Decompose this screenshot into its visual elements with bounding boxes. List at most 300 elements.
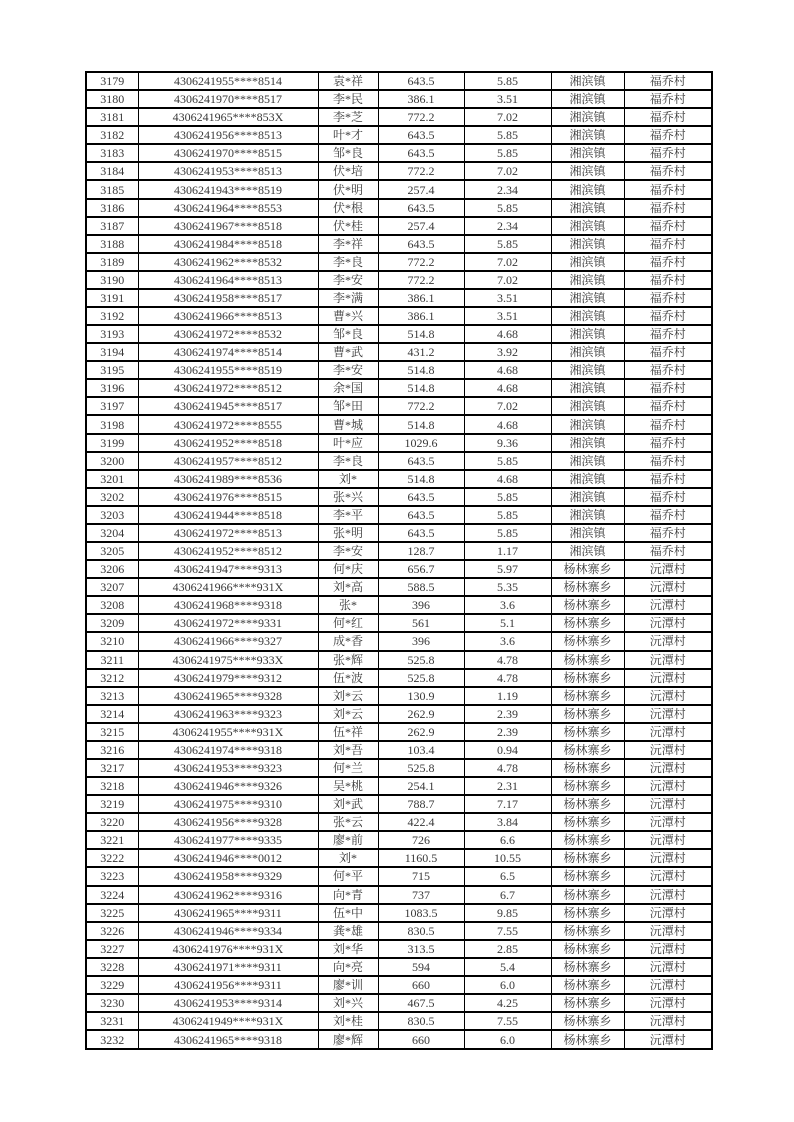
village-cell: 沅潭村 <box>624 813 712 831</box>
name-masked-cell: 刘*云 <box>318 687 378 705</box>
table-row <box>86 759 712 777</box>
amount-cell: 525.8 <box>378 759 464 777</box>
amount-cell: 772.2 <box>378 162 464 180</box>
town-cell: 湘滨镇 <box>551 271 624 289</box>
village-cell: 福乔村 <box>624 162 712 180</box>
amount-secondary-cell: 4.68 <box>464 325 551 343</box>
table-row <box>86 144 712 162</box>
table-row <box>86 813 712 831</box>
amount-secondary-cell: 3.51 <box>464 289 551 307</box>
name-masked-cell: 袁*祥 <box>318 72 378 90</box>
id-number-masked-cell: 4306241984****8518 <box>138 235 318 253</box>
village-cell: 福乔村 <box>624 524 712 542</box>
amount-cell: 262.9 <box>378 705 464 723</box>
town-cell: 湘滨镇 <box>551 126 624 144</box>
name-masked-cell: 向*青 <box>318 886 378 904</box>
amount-secondary-cell: 2.31 <box>464 777 551 795</box>
amount-cell: 514.8 <box>378 415 464 433</box>
id-number-masked-cell: 4306241953****8513 <box>138 162 318 180</box>
name-masked-cell: 刘*高 <box>318 578 378 596</box>
amount-secondary-cell: 9.85 <box>464 904 551 922</box>
town-cell: 杨林寨乡 <box>551 596 624 614</box>
amount-cell: 588.5 <box>378 578 464 596</box>
id-number-masked-cell: 4306241955****8519 <box>138 361 318 379</box>
table-row <box>86 415 712 433</box>
amount-secondary-cell: 5.85 <box>464 524 551 542</box>
village-cell: 沅潭村 <box>624 940 712 958</box>
table-row <box>86 958 712 976</box>
id-number-masked-cell: 4306241952****8512 <box>138 542 318 560</box>
serial-number-cell: 3203 <box>86 506 138 524</box>
name-masked-cell: 刘*兴 <box>318 994 378 1012</box>
serial-number-cell: 3191 <box>86 289 138 307</box>
name-masked-cell: 李*良 <box>318 452 378 470</box>
id-number-masked-cell: 4306241965****9328 <box>138 687 318 705</box>
serial-number-cell: 3218 <box>86 777 138 795</box>
serial-number-cell: 3225 <box>86 904 138 922</box>
amount-cell: 313.5 <box>378 940 464 958</box>
name-masked-cell: 张*辉 <box>318 651 378 669</box>
serial-number-cell: 3182 <box>86 126 138 144</box>
name-masked-cell: 李*安 <box>318 271 378 289</box>
table-row <box>86 199 712 217</box>
amount-cell: 431.2 <box>378 343 464 361</box>
town-cell: 湘滨镇 <box>551 506 624 524</box>
name-masked-cell: 刘* <box>318 470 378 488</box>
serial-number-cell: 3194 <box>86 343 138 361</box>
amount-cell: 726 <box>378 831 464 849</box>
amount-cell: 514.8 <box>378 325 464 343</box>
id-number-masked-cell: 4306241964****8513 <box>138 271 318 289</box>
table-row <box>86 235 712 253</box>
table-row <box>86 542 712 560</box>
village-cell: 福乔村 <box>624 470 712 488</box>
village-cell: 福乔村 <box>624 235 712 253</box>
name-masked-cell: 伍*祥 <box>318 723 378 741</box>
serial-number-cell: 3227 <box>86 940 138 958</box>
amount-secondary-cell: 3.51 <box>464 307 551 325</box>
table-row <box>86 325 712 343</box>
village-cell: 福乔村 <box>624 415 712 433</box>
serial-number-cell: 3231 <box>86 1012 138 1030</box>
name-masked-cell: 李*安 <box>318 542 378 560</box>
amount-secondary-cell: 4.78 <box>464 651 551 669</box>
village-cell: 福乔村 <box>624 434 712 452</box>
name-masked-cell: 余*国 <box>318 379 378 397</box>
name-masked-cell: 何*兰 <box>318 759 378 777</box>
id-number-masked-cell: 4306241947****9313 <box>138 560 318 578</box>
serial-number-cell: 3185 <box>86 180 138 198</box>
amount-secondary-cell: 5.85 <box>464 72 551 90</box>
id-number-masked-cell: 4306241955****8514 <box>138 72 318 90</box>
village-cell: 福乔村 <box>624 397 712 415</box>
amount-cell: 660 <box>378 976 464 994</box>
town-cell: 湘滨镇 <box>551 108 624 126</box>
amount-cell: 103.4 <box>378 741 464 759</box>
town-cell: 湘滨镇 <box>551 307 624 325</box>
name-masked-cell: 何*红 <box>318 614 378 632</box>
village-cell: 沅潭村 <box>624 904 712 922</box>
town-cell: 杨林寨乡 <box>551 777 624 795</box>
town-cell: 杨林寨乡 <box>551 705 624 723</box>
name-masked-cell: 刘*华 <box>318 940 378 958</box>
town-cell: 湘滨镇 <box>551 343 624 361</box>
serial-number-cell: 3216 <box>86 741 138 759</box>
serial-number-cell: 3200 <box>86 452 138 470</box>
village-cell: 沅潭村 <box>624 596 712 614</box>
serial-number-cell: 3184 <box>86 162 138 180</box>
village-cell: 沅潭村 <box>624 777 712 795</box>
id-number-masked-cell: 4306241989****8536 <box>138 470 318 488</box>
id-number-masked-cell: 4306241972****9331 <box>138 614 318 632</box>
town-cell: 杨林寨乡 <box>551 614 624 632</box>
town-cell: 杨林寨乡 <box>551 1012 624 1030</box>
amount-cell: 772.2 <box>378 271 464 289</box>
id-number-masked-cell: 4306241979****9312 <box>138 669 318 687</box>
town-cell: 杨林寨乡 <box>551 723 624 741</box>
id-number-masked-cell: 4306241945****8517 <box>138 397 318 415</box>
amount-cell: 130.9 <box>378 687 464 705</box>
table-row <box>86 560 712 578</box>
table-row <box>86 831 712 849</box>
table-row <box>86 687 712 705</box>
subsidy-table <box>85 71 713 1050</box>
village-cell: 沅潭村 <box>624 687 712 705</box>
id-number-masked-cell: 4306241967****8518 <box>138 217 318 235</box>
serial-number-cell: 3215 <box>86 723 138 741</box>
village-cell: 福乔村 <box>624 199 712 217</box>
name-masked-cell: 刘*云 <box>318 705 378 723</box>
village-cell: 沅潭村 <box>624 759 712 777</box>
town-cell: 湘滨镇 <box>551 144 624 162</box>
village-cell: 福乔村 <box>624 307 712 325</box>
village-cell: 福乔村 <box>624 452 712 470</box>
amount-secondary-cell: 7.02 <box>464 162 551 180</box>
table-row <box>86 904 712 922</box>
serial-number-cell: 3190 <box>86 271 138 289</box>
serial-number-cell: 3193 <box>86 325 138 343</box>
amount-cell: 643.5 <box>378 72 464 90</box>
town-cell: 湘滨镇 <box>551 217 624 235</box>
amount-secondary-cell: 2.34 <box>464 180 551 198</box>
village-cell: 福乔村 <box>624 379 712 397</box>
town-cell: 杨林寨乡 <box>551 741 624 759</box>
amount-cell: 386.1 <box>378 307 464 325</box>
id-number-masked-cell: 4306241968****9318 <box>138 596 318 614</box>
amount-secondary-cell: 7.17 <box>464 795 551 813</box>
table-row <box>86 90 712 108</box>
table-row <box>86 397 712 415</box>
name-masked-cell: 伏*培 <box>318 162 378 180</box>
table-row <box>86 361 712 379</box>
table-row <box>86 723 712 741</box>
id-number-masked-cell: 4306241943****8519 <box>138 180 318 198</box>
id-number-masked-cell: 4306241953****9323 <box>138 759 318 777</box>
village-cell: 福乔村 <box>624 542 712 560</box>
amount-cell: 772.2 <box>378 108 464 126</box>
amount-secondary-cell: 7.55 <box>464 1012 551 1030</box>
serial-number-cell: 3221 <box>86 831 138 849</box>
town-cell: 湘滨镇 <box>551 542 624 560</box>
village-cell: 沅潭村 <box>624 669 712 687</box>
amount-cell: 467.5 <box>378 994 464 1012</box>
serial-number-cell: 3198 <box>86 415 138 433</box>
serial-number-cell: 3204 <box>86 524 138 542</box>
amount-secondary-cell: 1.17 <box>464 542 551 560</box>
village-cell: 沅潭村 <box>624 705 712 723</box>
amount-cell: 257.4 <box>378 180 464 198</box>
town-cell: 杨林寨乡 <box>551 976 624 994</box>
village-cell: 沅潭村 <box>624 994 712 1012</box>
table-row <box>86 470 712 488</box>
amount-cell: 643.5 <box>378 488 464 506</box>
name-masked-cell: 叶*才 <box>318 126 378 144</box>
town-cell: 杨林寨乡 <box>551 578 624 596</box>
name-masked-cell: 伏*明 <box>318 180 378 198</box>
amount-cell: 525.8 <box>378 651 464 669</box>
id-number-masked-cell: 4306241966****931X <box>138 578 318 596</box>
amount-secondary-cell: 6.5 <box>464 867 551 885</box>
village-cell: 福乔村 <box>624 325 712 343</box>
table-row <box>86 849 712 867</box>
serial-number-cell: 3181 <box>86 108 138 126</box>
village-cell: 沅潭村 <box>624 795 712 813</box>
amount-cell: 788.7 <box>378 795 464 813</box>
serial-number-cell: 3201 <box>86 470 138 488</box>
serial-number-cell: 3187 <box>86 217 138 235</box>
amount-secondary-cell: 3.51 <box>464 90 551 108</box>
amount-secondary-cell: 5.85 <box>464 452 551 470</box>
village-cell: 福乔村 <box>624 361 712 379</box>
town-cell: 杨林寨乡 <box>551 560 624 578</box>
name-masked-cell: 叶*应 <box>318 434 378 452</box>
name-masked-cell: 张*兴 <box>318 488 378 506</box>
village-cell: 沅潭村 <box>624 867 712 885</box>
village-cell: 沅潭村 <box>624 958 712 976</box>
town-cell: 湘滨镇 <box>551 524 624 542</box>
table-row <box>86 506 712 524</box>
id-number-masked-cell: 4306241972****8532 <box>138 325 318 343</box>
amount-secondary-cell: 7.02 <box>464 397 551 415</box>
town-cell: 杨林寨乡 <box>551 687 624 705</box>
town-cell: 湘滨镇 <box>551 470 624 488</box>
village-cell: 福乔村 <box>624 253 712 271</box>
town-cell: 湘滨镇 <box>551 72 624 90</box>
amount-cell: 660 <box>378 1030 464 1049</box>
village-cell: 沅潭村 <box>624 560 712 578</box>
id-number-masked-cell: 4306241946****0012 <box>138 849 318 867</box>
amount-cell: 643.5 <box>378 506 464 524</box>
town-cell: 杨林寨乡 <box>551 632 624 650</box>
amount-secondary-cell: 5.35 <box>464 578 551 596</box>
amount-cell: 386.1 <box>378 289 464 307</box>
amount-cell: 128.7 <box>378 542 464 560</box>
name-masked-cell: 曹*城 <box>318 415 378 433</box>
village-cell: 福乔村 <box>624 289 712 307</box>
village-cell: 沅潭村 <box>624 1030 712 1049</box>
amount-secondary-cell: 5.85 <box>464 144 551 162</box>
serial-number-cell: 3180 <box>86 90 138 108</box>
village-cell: 福乔村 <box>624 144 712 162</box>
amount-secondary-cell: 4.68 <box>464 361 551 379</box>
serial-number-cell: 3189 <box>86 253 138 271</box>
town-cell: 湘滨镇 <box>551 415 624 433</box>
amount-cell: 514.8 <box>378 470 464 488</box>
town-cell: 湘滨镇 <box>551 253 624 271</box>
table-row <box>86 777 712 795</box>
name-masked-cell: 吴*桃 <box>318 777 378 795</box>
serial-number-cell: 3219 <box>86 795 138 813</box>
id-number-masked-cell: 4306241972****8512 <box>138 379 318 397</box>
amount-secondary-cell: 5.85 <box>464 488 551 506</box>
table-row <box>86 886 712 904</box>
town-cell: 杨林寨乡 <box>551 958 624 976</box>
amount-secondary-cell: 6.6 <box>464 831 551 849</box>
amount-secondary-cell: 2.39 <box>464 705 551 723</box>
id-number-masked-cell: 4306241971****9311 <box>138 958 318 976</box>
id-number-masked-cell: 4306241964****8553 <box>138 199 318 217</box>
amount-secondary-cell: 5.97 <box>464 560 551 578</box>
id-number-masked-cell: 4306241974****9318 <box>138 741 318 759</box>
village-cell: 福乔村 <box>624 126 712 144</box>
village-cell: 福乔村 <box>624 217 712 235</box>
table-body <box>86 72 712 1049</box>
amount-cell: 643.5 <box>378 235 464 253</box>
amount-cell: 396 <box>378 596 464 614</box>
id-number-masked-cell: 4306241963****9323 <box>138 705 318 723</box>
table-row <box>86 795 712 813</box>
town-cell: 湘滨镇 <box>551 452 624 470</box>
serial-number-cell: 3183 <box>86 144 138 162</box>
amount-cell: 1160.5 <box>378 849 464 867</box>
id-number-masked-cell: 4306241965****853X <box>138 108 318 126</box>
amount-secondary-cell: 5.85 <box>464 506 551 524</box>
id-number-masked-cell: 4306241957****8512 <box>138 452 318 470</box>
serial-number-cell: 3192 <box>86 307 138 325</box>
town-cell: 湘滨镇 <box>551 488 624 506</box>
table-row <box>86 651 712 669</box>
table-row <box>86 705 712 723</box>
table-row <box>86 614 712 632</box>
serial-number-cell: 3232 <box>86 1030 138 1049</box>
table-row <box>86 162 712 180</box>
amount-cell: 830.5 <box>378 1012 464 1030</box>
village-cell: 沅潭村 <box>624 831 712 849</box>
serial-number-cell: 3220 <box>86 813 138 831</box>
name-masked-cell: 曹*武 <box>318 343 378 361</box>
town-cell: 杨林寨乡 <box>551 1030 624 1049</box>
amount-secondary-cell: 5.85 <box>464 235 551 253</box>
serial-number-cell: 3197 <box>86 397 138 415</box>
amount-secondary-cell: 4.25 <box>464 994 551 1012</box>
name-masked-cell: 李*良 <box>318 253 378 271</box>
town-cell: 杨林寨乡 <box>551 651 624 669</box>
town-cell: 湘滨镇 <box>551 90 624 108</box>
town-cell: 湘滨镇 <box>551 199 624 217</box>
village-cell: 福乔村 <box>624 271 712 289</box>
village-cell: 沅潭村 <box>624 723 712 741</box>
name-masked-cell: 邹*良 <box>318 144 378 162</box>
town-cell: 湘滨镇 <box>551 397 624 415</box>
town-cell: 湘滨镇 <box>551 235 624 253</box>
name-masked-cell: 伍*中 <box>318 904 378 922</box>
amount-secondary-cell: 0.94 <box>464 741 551 759</box>
village-cell: 沅潭村 <box>624 976 712 994</box>
table-row <box>86 253 712 271</box>
serial-number-cell: 3206 <box>86 560 138 578</box>
serial-number-cell: 3202 <box>86 488 138 506</box>
table-row <box>86 72 712 90</box>
serial-number-cell: 3188 <box>86 235 138 253</box>
amount-secondary-cell: 7.02 <box>464 271 551 289</box>
id-number-masked-cell: 4306241975****9310 <box>138 795 318 813</box>
id-number-masked-cell: 4306241970****8515 <box>138 144 318 162</box>
amount-secondary-cell: 7.02 <box>464 253 551 271</box>
table-row <box>86 289 712 307</box>
name-masked-cell: 龚*雄 <box>318 922 378 940</box>
amount-secondary-cell: 4.68 <box>464 415 551 433</box>
town-cell: 杨林寨乡 <box>551 813 624 831</box>
name-masked-cell: 张*云 <box>318 813 378 831</box>
amount-secondary-cell: 6.0 <box>464 1030 551 1049</box>
amount-secondary-cell: 2.39 <box>464 723 551 741</box>
name-masked-cell: 李*满 <box>318 289 378 307</box>
amount-secondary-cell: 7.55 <box>464 922 551 940</box>
village-cell: 沅潭村 <box>624 651 712 669</box>
id-number-masked-cell: 4306241972****8513 <box>138 524 318 542</box>
serial-number-cell: 3179 <box>86 72 138 90</box>
table-row <box>86 217 712 235</box>
table-row <box>86 1012 712 1030</box>
name-masked-cell: 李*安 <box>318 361 378 379</box>
serial-number-cell: 3213 <box>86 687 138 705</box>
name-masked-cell: 张*明 <box>318 524 378 542</box>
table-row <box>86 867 712 885</box>
serial-number-cell: 3210 <box>86 632 138 650</box>
name-masked-cell: 刘*武 <box>318 795 378 813</box>
amount-secondary-cell: 2.34 <box>464 217 551 235</box>
name-masked-cell: 成*香 <box>318 632 378 650</box>
name-masked-cell: 廖*辉 <box>318 1030 378 1049</box>
town-cell: 杨林寨乡 <box>551 940 624 958</box>
town-cell: 杨林寨乡 <box>551 669 624 687</box>
village-cell: 沅潭村 <box>624 614 712 632</box>
amount-cell: 561 <box>378 614 464 632</box>
town-cell: 湘滨镇 <box>551 325 624 343</box>
amount-secondary-cell: 7.02 <box>464 108 551 126</box>
serial-number-cell: 3186 <box>86 199 138 217</box>
village-cell: 沅潭村 <box>624 632 712 650</box>
table-row <box>86 741 712 759</box>
town-cell: 杨林寨乡 <box>551 795 624 813</box>
amount-secondary-cell: 10.55 <box>464 849 551 867</box>
table-row <box>86 994 712 1012</box>
serial-number-cell: 3230 <box>86 994 138 1012</box>
village-cell: 沅潭村 <box>624 578 712 596</box>
amount-cell: 643.5 <box>378 452 464 470</box>
serial-number-cell: 3211 <box>86 651 138 669</box>
id-number-masked-cell: 4306241965****9311 <box>138 904 318 922</box>
table-row <box>86 434 712 452</box>
amount-cell: 422.4 <box>378 813 464 831</box>
table-row <box>86 379 712 397</box>
id-number-masked-cell: 4306241966****8513 <box>138 307 318 325</box>
id-number-masked-cell: 4306241962****8532 <box>138 253 318 271</box>
amount-secondary-cell: 3.6 <box>464 596 551 614</box>
name-masked-cell: 廖*训 <box>318 976 378 994</box>
village-cell: 福乔村 <box>624 488 712 506</box>
serial-number-cell: 3229 <box>86 976 138 994</box>
